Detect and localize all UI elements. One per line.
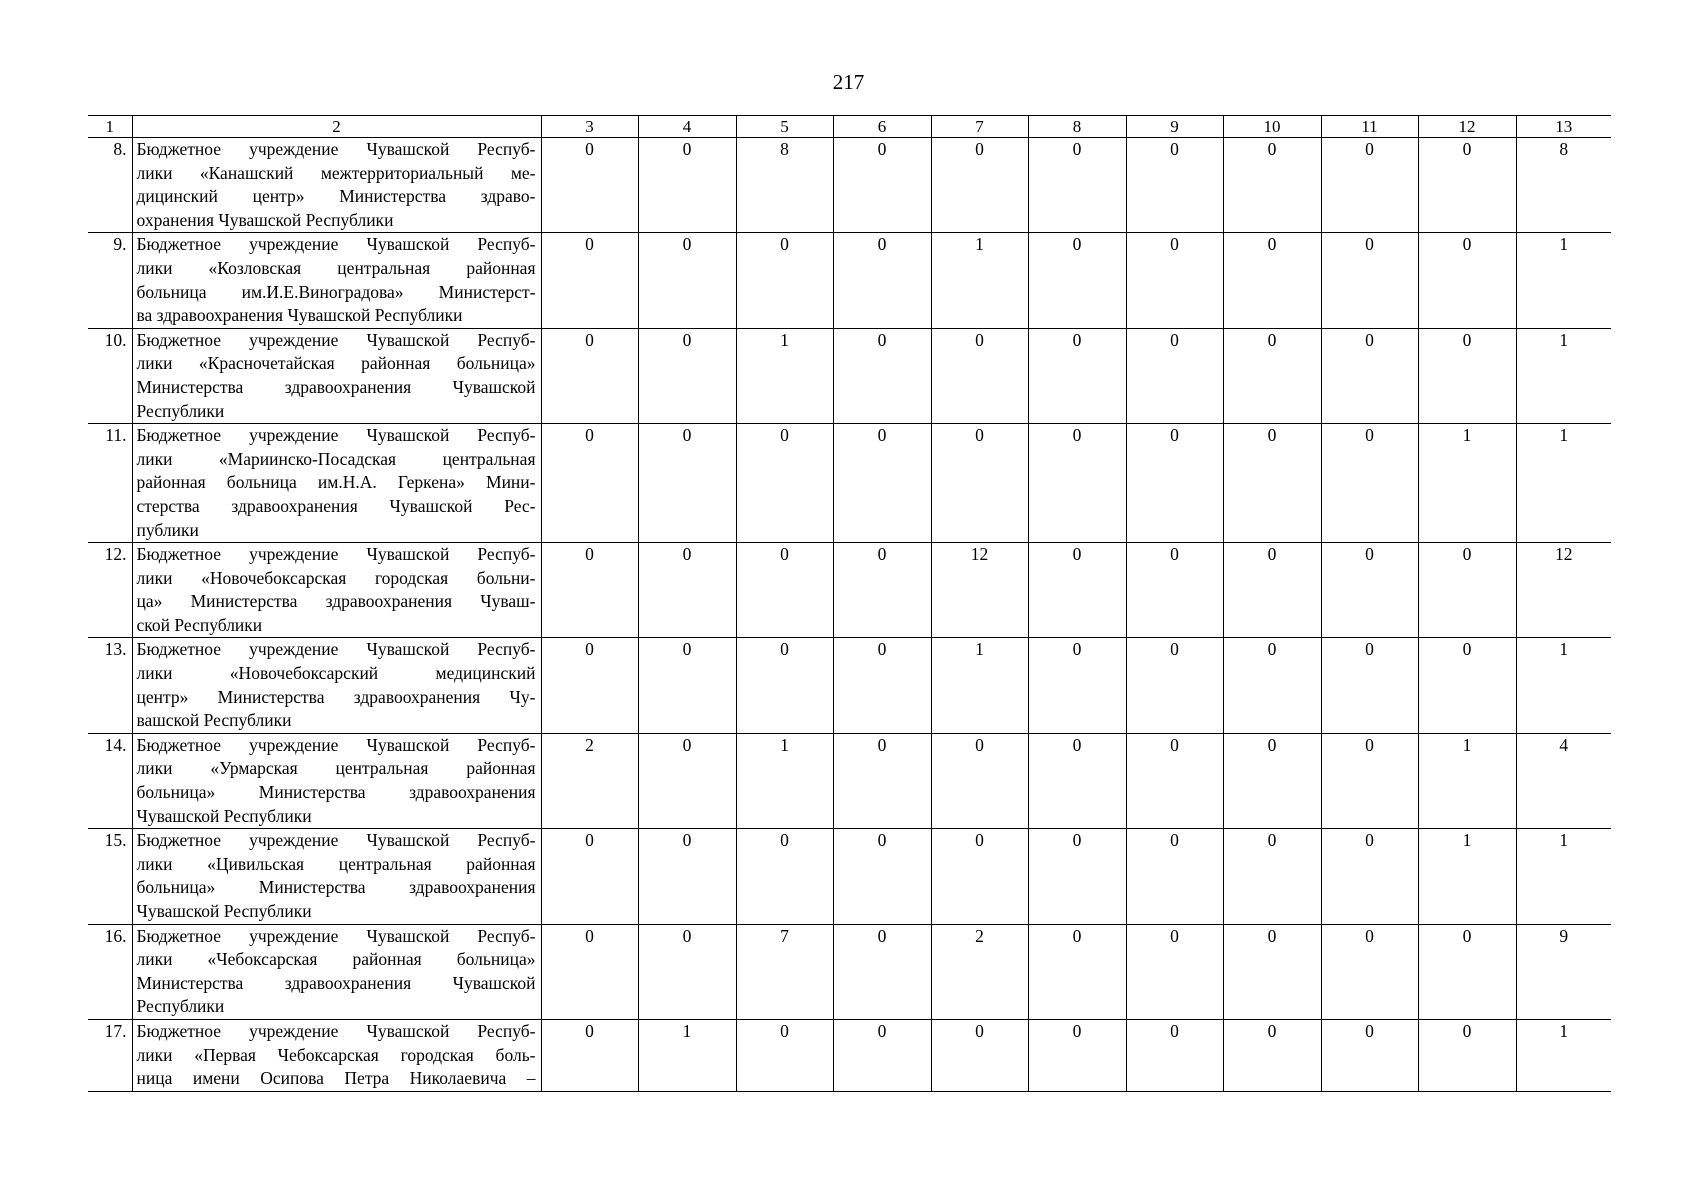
value-cell: 0 [833,424,931,543]
row-number: 10. [88,328,132,423]
row-number: 8. [88,138,132,233]
value-cell: 2 [931,924,1028,1019]
value-cell: 0 [931,1019,1028,1091]
value-cell: 0 [736,424,833,543]
value-cell: 0 [1418,924,1516,1019]
value-cell: 0 [638,138,736,233]
institution-name-line: лики «Урмарская центральная районная [136,758,536,779]
institution-name-line: Бюджетное учреждение Чувашской Респуб- [136,734,536,755]
value-cell: 1 [1418,424,1516,543]
value-cell: 9 [1516,924,1611,1019]
value-cell: 1 [1516,328,1611,423]
table-row [88,924,1611,1019]
header-cell: 5 [736,116,833,138]
institution-name [132,424,541,543]
value-cell: 0 [1126,424,1223,543]
table-row [88,1019,1611,1091]
institution-name-line: лики «Новочебоксарский медицинский [136,663,536,684]
value-cell: 1 [1516,233,1611,328]
value-cell: 0 [541,328,638,423]
value-cell: 0 [638,924,736,1019]
value-cell: 0 [541,138,638,233]
value-cell: 0 [1126,138,1223,233]
header-cell: 11 [1321,116,1418,138]
value-cell: 0 [1321,138,1418,233]
value-cell: 0 [1126,1019,1223,1091]
value-cell: 0 [1223,733,1321,828]
institution-name-line: больница» Министерства здравоохранения [136,877,536,898]
value-cell: 0 [931,328,1028,423]
institution-name-line: Чувашской Республики [136,805,312,826]
value-cell: 0 [1126,924,1223,1019]
institution-name-line: Бюджетное учреждение Чувашской Респуб- [136,830,536,851]
value-cell: 0 [1321,1019,1418,1091]
value-cell: 0 [1418,138,1516,233]
institution-name [132,638,541,733]
value-cell: 12 [931,543,1028,638]
value-cell: 1 [1516,424,1611,543]
header-cell: 4 [638,116,736,138]
row-number: 11. [88,424,132,543]
value-cell: 1 [1418,829,1516,924]
value-cell: 0 [736,543,833,638]
row-number: 16. [88,924,132,1019]
value-cell: 0 [541,543,638,638]
value-cell: 1 [1516,1019,1611,1091]
value-cell: 0 [1223,829,1321,924]
value-cell: 0 [1028,233,1126,328]
value-cell: 0 [833,1019,931,1091]
table-row [88,829,1611,924]
value-cell: 0 [1223,328,1321,423]
value-cell: 0 [1028,328,1126,423]
value-cell: 1 [638,1019,736,1091]
institution-name-line: дицинский центр» Министерства здраво- [136,186,536,207]
institution-name-line: больница им.И.Е.Виноградова» Министерст- [136,281,536,302]
data-table [88,115,1611,1092]
header-row [88,116,1611,138]
table-row [88,543,1611,638]
value-cell: 0 [638,424,736,543]
value-cell: 0 [1028,733,1126,828]
value-cell: 0 [1418,233,1516,328]
institution-name-line: лики «Первая Чебоксарская городская боль- [136,1044,536,1065]
value-cell: 0 [736,233,833,328]
value-cell: 0 [1028,1019,1126,1091]
row-number: 17. [88,1019,132,1091]
value-cell: 0 [1028,543,1126,638]
value-cell: 8 [736,138,833,233]
institution-name-line: Бюджетное учреждение Чувашской Респуб- [136,925,536,946]
value-cell: 0 [736,638,833,733]
page-number: 217 [832,70,865,94]
institution-name [132,328,541,423]
institution-name [132,1019,541,1091]
institution-name [132,138,541,233]
institution-name-line: лики «Канашский межтерриториальный ме- [136,162,536,183]
value-cell: 0 [1321,328,1418,423]
value-cell: 7 [736,924,833,1019]
institution-name-line: ница имени Осипова Петра Николаевича – [136,1068,536,1089]
value-cell: 0 [1321,733,1418,828]
value-cell: 4 [1516,733,1611,828]
institution-name [132,543,541,638]
value-cell: 0 [833,733,931,828]
value-cell: 0 [833,138,931,233]
header-cell: 2 [132,116,541,138]
row-number: 9. [88,233,132,328]
value-cell: 0 [541,233,638,328]
value-cell: 0 [736,829,833,924]
institution-name-line: Министерства здравоохранения Чувашской [136,376,536,397]
value-cell: 0 [833,543,931,638]
value-cell: 0 [833,924,931,1019]
value-cell: 0 [736,1019,833,1091]
value-cell: 0 [1223,924,1321,1019]
institution-name-line: центр» Министерства здравоохранения Чу- [136,686,536,707]
header-cell: 8 [1028,116,1126,138]
header-cell: 1 [88,116,132,138]
institution-name-line: лики «Мариинско-Посадская центральная [136,448,536,469]
institution-name-line: лики «Козловская центральная районная [136,257,536,278]
value-cell: 1 [736,328,833,423]
institution-name-line: ва здравоохранения Чувашской Республики [136,305,463,326]
value-cell: 1 [1516,638,1611,733]
institution-name-line: охранения Чувашской Республики [136,209,394,230]
value-cell: 0 [1321,829,1418,924]
value-cell: 0 [931,829,1028,924]
institution-name-line: лики «Красночетайская районная больница» [136,353,536,374]
institution-name [132,829,541,924]
header-cell: 13 [1516,116,1611,138]
institution-name-line: вашской Республики [136,710,292,731]
value-cell: 0 [1223,543,1321,638]
institution-name-line: Бюджетное учреждение Чувашской Респуб- [136,544,536,565]
value-cell: 0 [1418,638,1516,733]
institution-name-line: районная больница им.Н.А. Геркена» Мини- [136,472,536,493]
institution-name-line: ской Республики [136,614,263,635]
value-cell: 0 [833,829,931,924]
value-cell: 0 [541,829,638,924]
value-cell: 0 [541,638,638,733]
value-cell: 0 [1028,924,1126,1019]
table-body [88,116,1611,1092]
value-cell: 0 [1028,638,1126,733]
value-cell: 1 [1418,733,1516,828]
header-cell: 10 [1223,116,1321,138]
value-cell: 1 [931,233,1028,328]
table-row [88,233,1611,328]
institution-name-line: Чувашской Республики [136,901,312,921]
institution-name-line: Министерства здравоохранения Чувашской [136,972,536,993]
value-cell: 0 [931,138,1028,233]
value-cell: 0 [833,233,931,328]
header-cell: 7 [931,116,1028,138]
institution-name-line: больница» Министерства здравоохранения [136,782,536,803]
institution-name-line: Бюджетное учреждение Чувашской Респуб- [136,1020,536,1041]
table-row [88,638,1611,733]
table-row [88,424,1611,543]
institution-name [132,924,541,1019]
value-cell: 0 [1126,328,1223,423]
value-cell: 0 [1321,924,1418,1019]
row-number: 12. [88,543,132,638]
value-cell: 0 [1321,638,1418,733]
value-cell: 1 [931,638,1028,733]
value-cell: 0 [638,638,736,733]
value-cell: 0 [1223,638,1321,733]
header-cell: 12 [1418,116,1516,138]
value-cell: 0 [638,543,736,638]
institution-name-line: Бюджетное учреждение Чувашской Респуб- [136,234,536,255]
row-number: 15. [88,829,132,924]
institution-name-line: стерства здравоохранения Чувашской Рес- [136,495,536,516]
institution-name-line: ца» Министерства здравоохранения Чуваш- [136,591,536,612]
institution-name-line: Бюджетное учреждение Чувашской Респуб- [136,639,536,660]
value-cell: 0 [638,233,736,328]
value-cell: 0 [1126,543,1223,638]
value-cell: 0 [1028,138,1126,233]
value-cell: 0 [1223,424,1321,543]
value-cell: 0 [1223,1019,1321,1091]
value-cell: 0 [833,328,931,423]
table-row [88,328,1611,423]
institution-name-line: Бюджетное учреждение Чувашской Респуб- [136,329,536,350]
institution-name [132,233,541,328]
value-cell: 2 [541,733,638,828]
institution-name-line: лики «Новочебоксарская городская больни- [136,567,536,588]
value-cell: 12 [1516,543,1611,638]
value-cell: 0 [1418,1019,1516,1091]
header-cell: 3 [541,116,638,138]
value-cell: 0 [541,924,638,1019]
value-cell: 0 [1028,424,1126,543]
value-cell: 0 [638,733,736,828]
value-cell: 8 [1516,138,1611,233]
value-cell: 0 [931,733,1028,828]
institution-name-line: лики «Цивильская центральная районная [136,853,536,874]
value-cell: 0 [1126,638,1223,733]
institution-name-line: Республики [136,996,225,1017]
value-cell: 0 [833,638,931,733]
value-cell: 0 [1418,328,1516,423]
value-cell: 0 [1126,829,1223,924]
value-cell: 0 [1126,733,1223,828]
institution-name [132,733,541,828]
value-cell: 0 [1321,543,1418,638]
table-row [88,138,1611,233]
value-cell: 0 [541,1019,638,1091]
institution-name-line: лики «Чебоксарская районная больница» [136,949,536,970]
row-number: 14. [88,733,132,828]
table-row [88,733,1611,828]
row-number: 13. [88,638,132,733]
value-cell: 0 [1223,233,1321,328]
value-cell: 0 [1321,233,1418,328]
institution-name-line: Бюджетное учреждение Чувашской Респуб- [136,139,536,159]
value-cell: 0 [1126,233,1223,328]
value-cell: 0 [1321,424,1418,543]
value-cell: 0 [1223,138,1321,233]
institution-name-line: Бюджетное учреждение Чувашской Респуб- [136,425,536,446]
value-cell: 0 [1028,829,1126,924]
value-cell: 1 [1516,829,1611,924]
header-cell: 9 [1126,116,1223,138]
institution-name-line: публики [136,519,199,540]
institution-name-line: Республики [136,400,225,421]
header-cell: 6 [833,116,931,138]
value-cell: 0 [1418,543,1516,638]
value-cell: 0 [638,328,736,423]
value-cell: 1 [736,733,833,828]
value-cell: 0 [638,829,736,924]
value-cell: 0 [541,424,638,543]
value-cell: 0 [931,424,1028,543]
